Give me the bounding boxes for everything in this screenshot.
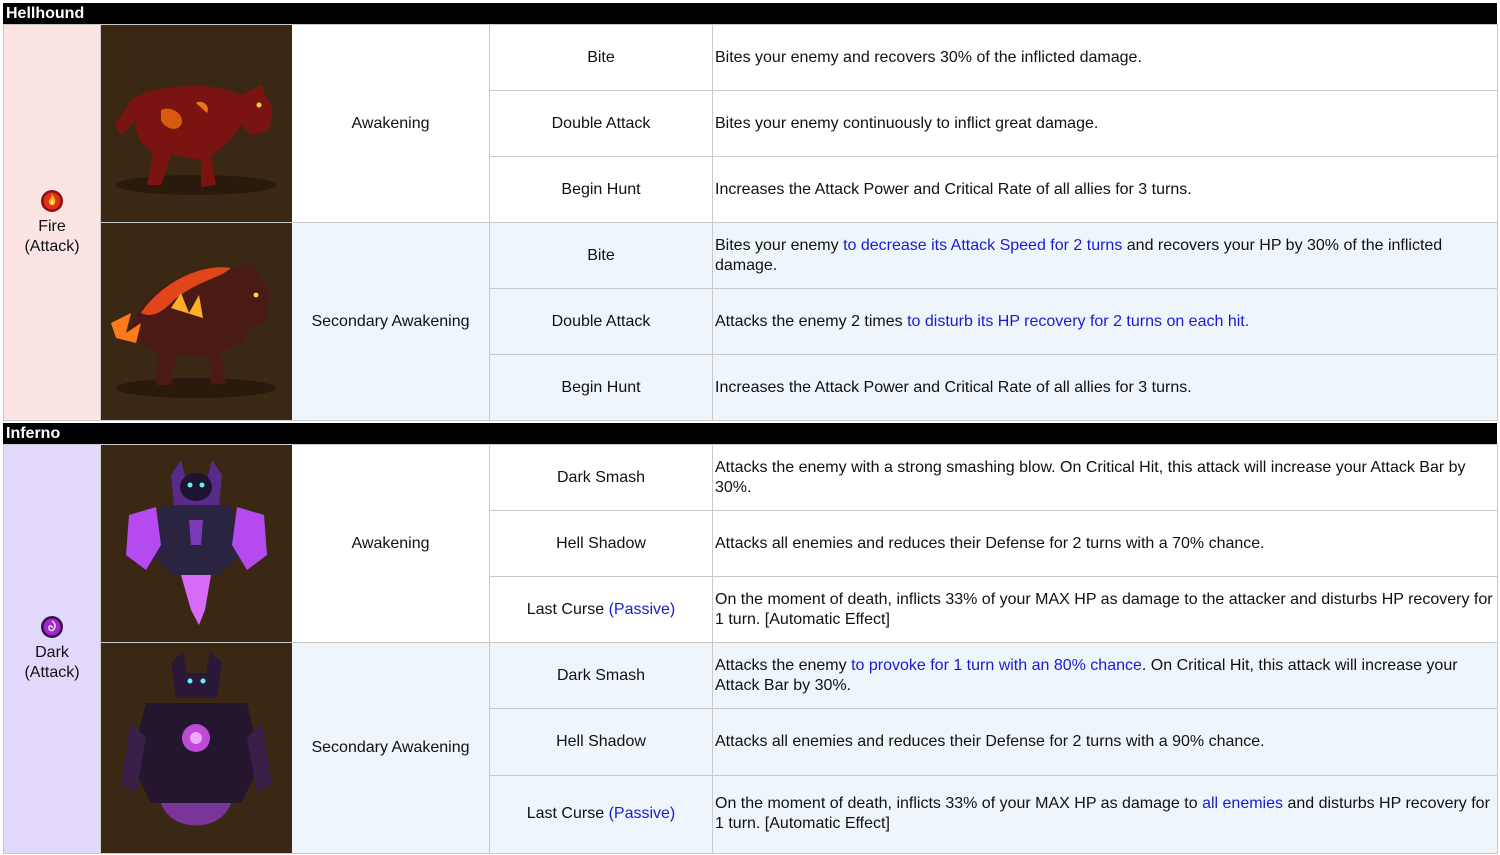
- skill-description: [713, 157, 1498, 223]
- skill-label: Last Curse: [526, 805, 605, 823]
- desc-text: Bites your enemy: [715, 236, 844, 254]
- desc-highlight: all enemies: [1202, 795, 1283, 813]
- skill-description: [713, 511, 1498, 577]
- skill-name: Hell Shadow: [490, 709, 713, 775]
- desc-text: Attacks all enemies and reduces their Defense for 2 turns with a 90% chance.: [715, 732, 1265, 750]
- portrait-cell: [101, 223, 292, 421]
- inferno-awakened-portrait: [101, 445, 292, 642]
- desc-highlight: to decrease its Attack Speed for 2 turns: [843, 236, 1123, 254]
- skill-name: [490, 775, 713, 853]
- desc-text: Increases the Attack Power and Critical Rate of all allies for 3 turns.: [715, 180, 1192, 198]
- skills-table: [3, 444, 1498, 854]
- hellhound-second-awakened-portrait: [101, 223, 292, 420]
- hellhound-section: [3, 3, 1497, 421]
- desc-highlight: to disturb its HP recovery for 2 turns on each hit.: [907, 312, 1250, 330]
- desc-text: Attacks all enemies and reduces their Defense for 2 turns with a 70% chance.: [715, 534, 1265, 552]
- skill-description: [713, 775, 1498, 853]
- inferno-second-awakened-portrait: [101, 643, 292, 853]
- desc-text: Bites your enemy and recovers 30% of the inflicted damage.: [715, 48, 1142, 66]
- section-header: Hellhound: [3, 3, 1497, 24]
- desc-text: Attacks the enemy: [715, 656, 852, 674]
- skill-name: Bite: [490, 223, 713, 289]
- element-cell: [4, 25, 101, 421]
- skill-description: [713, 223, 1498, 289]
- skills-table: [3, 24, 1498, 421]
- skill-name: Begin Hunt: [490, 355, 713, 421]
- skill-label: Last Curse: [526, 600, 605, 618]
- skill-description: [713, 25, 1498, 91]
- desc-text: Attacks the enemy 2 times: [715, 312, 908, 330]
- skill-description: [713, 643, 1498, 709]
- element-cell: [4, 445, 101, 854]
- stage-cell: Awakening: [292, 25, 490, 223]
- skill-name: Bite: [490, 25, 713, 91]
- desc-highlight: to provoke for 1 turn with an 80% chance: [851, 656, 1142, 674]
- desc-text: Increases the Attack Power and Critical Rate of all allies for 3 turns.: [715, 378, 1192, 396]
- skill-name: Double Attack: [490, 289, 713, 355]
- table-row: [4, 25, 1498, 91]
- dark-element-icon: [40, 615, 64, 639]
- skill-name: Begin Hunt: [490, 157, 713, 223]
- table-row: [4, 445, 1498, 511]
- stage-cell: Secondary Awakening: [292, 643, 490, 854]
- desc-text: . On Critical Hit, this attack will increase your Attack Bar by 30%.: [715, 656, 1458, 694]
- stage-cell: Awakening: [292, 445, 490, 643]
- fire-element-icon: [40, 189, 64, 213]
- skill-name: Hell Shadow: [490, 511, 713, 577]
- monster-type: (Attack): [24, 237, 80, 255]
- portrait-cell: [101, 445, 292, 643]
- table-row: [4, 223, 1498, 289]
- passive-tag: (Passive): [608, 600, 676, 618]
- monster-type: (Attack): [24, 664, 80, 681]
- skill-name: Double Attack: [490, 91, 713, 157]
- desc-text: Attacks the enemy with a strong smashing blow. On Critical Hit, this attack will increase your Attack Bar by 30%.: [715, 458, 1466, 496]
- stage-cell: Secondary Awakening: [292, 223, 490, 421]
- section-header: Inferno: [3, 423, 1497, 444]
- skill-description: [713, 289, 1498, 355]
- skill-name: Dark Smash: [490, 643, 713, 709]
- hellhound-awakened-portrait: [101, 25, 292, 222]
- desc-text: On the moment of death, inflicts 33% of your MAX HP as damage to the attacker and disturbs HP recovery for 1 turn. [Automatic Effect]: [715, 590, 1493, 628]
- skill-description: [713, 709, 1498, 775]
- inferno-section: [3, 423, 1497, 854]
- passive-tag: (Passive): [608, 805, 676, 823]
- skill-description: [713, 91, 1498, 157]
- desc-text: and disturbs HP recovery for 1 turn. [Automatic Effect]: [715, 795, 1490, 833]
- skill-name: Dark Smash: [490, 445, 713, 511]
- desc-text: On the moment of death, inflicts 33% of your MAX HP as damage to: [715, 795, 1203, 813]
- desc-text: Bites your enemy continuously to inflict great damage.: [715, 114, 1099, 132]
- portrait-cell: [101, 643, 292, 854]
- skill-name: [490, 577, 713, 643]
- skill-description: [713, 355, 1498, 421]
- desc-text: and recovers your HP by 30% of the inflicted damage.: [715, 236, 1443, 274]
- element-name: Fire: [38, 217, 66, 235]
- table-row: [4, 643, 1498, 709]
- portrait-cell: [101, 25, 292, 223]
- element-name: Dark: [35, 644, 69, 661]
- skill-description: [713, 445, 1498, 511]
- skill-description: [713, 577, 1498, 643]
